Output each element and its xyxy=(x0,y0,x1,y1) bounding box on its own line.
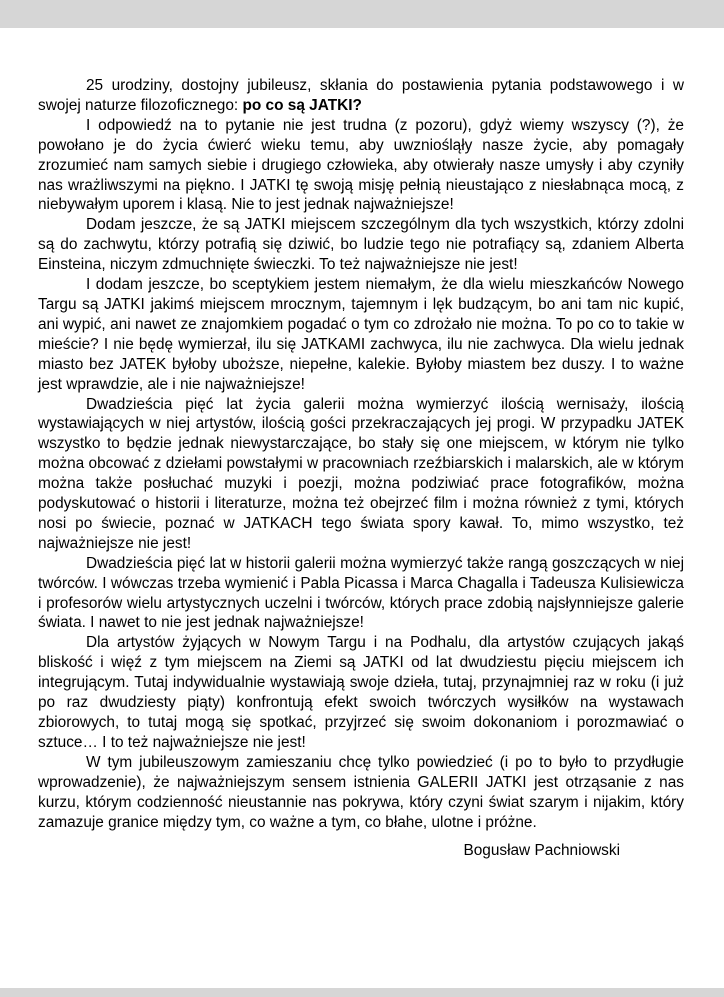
paragraph-8: W tym jubileuszowym zamieszaniu chcę tylko powiedzieć (i po to było to przydługie wprowadzenie), że najważniejszym sensem istnienia GALERII JATKI jest otrząsanie z nas kurzu, którym codzienność nieustannie nas pokrywa, który czyni świat szarym i nijakim, który zamazuje granice między tym, co ważne a tym, co błahe, ulotne i próżne. xyxy=(38,753,684,831)
paragraph-4: I dodam jeszcze, bo sceptykiem jestem niemałym, że dla wielu mieszkańców Nowego Targu są JATKI jakimś miejscem mrocznym, tajemnym i lęk budzącym, bo ani tam nic kupić, ani wypić, ani nawet ze znajomkiem pogadać o tym co zdrożało nie można. To po co to takie w mieście? I nie będę wymierzał, ilu się JATKAMI zachwyca, ilu nie zachwyca. Dla wielu jednak miasto bez JATEK byłoby uboższe, niepełne, kalekie. Byłoby miastem bez duszy. I to ważne jest wprawdzie, ale i nie najważniejsze! xyxy=(38,276,684,393)
paragraph-1-text: 25 urodziny, dostojny jubileusz, skłania do postawienia pytania podstawowego i w swojej naturze filozoficznego: xyxy=(38,77,684,114)
document-page xyxy=(0,28,724,988)
paragraph-1 xyxy=(38,76,684,116)
paragraph-7: Dla artystów żyjących w Nowym Targu i na Podhalu, dla artystów czujących jakąś bliskość i więź z tym miejscem na Ziemi są JATKI od lat dwudziestu pięciu miejscem ich integrującym. Tutaj indywidualnie wystawiają swoje dzieła, tutaj, przynajmniej raz w roku (i już po raz dwudziesty piąty) konfrontują efekt swoich twórczych wysiłków na wystawach zbiorowych, to tutaj mogą się spotkać, przyjrzeć się swoim dokonaniom i porozmawiać o sztuce… I to też najważniejsze nie jest! xyxy=(38,634,684,751)
paragraph-6: Dwadzieścia pięć lat w historii galerii można wymierzyć także rangą goszczących w niej twórców. I wówczas trzeba wymienić i Pabla Picassa i Marca Chagalla i Tadeusza Kulisiewicza i profesorów wielu artystycznych uczelni i twórców, których prace zdobią najsłynniejsze galerie świata. I nawet to nie jest jednak najważniejsze! xyxy=(38,554,684,632)
paragraph-3: Dodam jeszcze, że są JATKI miejscem szczególnym dla tych wszystkich, którzy zdolni są do zachwytu, którzy potrafią się dziwić, bo ludzie tego nie potrafiący są, zdaniem Alberta Einsteina, niczym zdmuchnięte świeczki. To też najważniejsze nie jest! xyxy=(38,216,684,274)
paragraph-1-bold-question: po co są JATKI? xyxy=(242,96,362,114)
document-body xyxy=(38,76,684,861)
paragraph-2: I odpowiedź na to pytanie nie jest trudna (z pozoru), gdyż wiemy wszyscy (?), że powołano je do życia ćwierć wieku temu, aby uwzniośląły nasze życie, aby pomagały zrozumieć nam samych siebie i drugiego człowieka, aby otwierały nasze umysły i aby czyniły nas wrażliwszymi na piękno. I JATKI tę swoją misję pełnią nieustająco z niesłabnąca mocą, z niebywałym uporem i klasą. Nie to jest jednak najważniejsze! xyxy=(38,116,684,214)
signature: Bogusław Pachniowski xyxy=(463,842,620,860)
paragraph-5: Dwadzieścia pięć lat życia galerii można wymierzyć ilością wernisaży, ilością wystawiających w niej artystów, ilością gości przekraczających jej progi. W przypadku JATEK wszystko to będzie jednak niewystarczające, bo stały się one miejscem, w którym nie tylko można obcować z dziełami powstałymi w pracowniach rzeźbiarskich i malarskich, ale w którym można także posłuchać muzyki i poezji, można podziwiać prace fotografików, można podyskutować o historii i literaturze, można też obejrzeć film i można również z tymi, których nosi po świecie, poznać w JATKACH tego świata spory kawał. To, mimo wszystko, też najważniejsze nie jest! xyxy=(38,395,684,552)
